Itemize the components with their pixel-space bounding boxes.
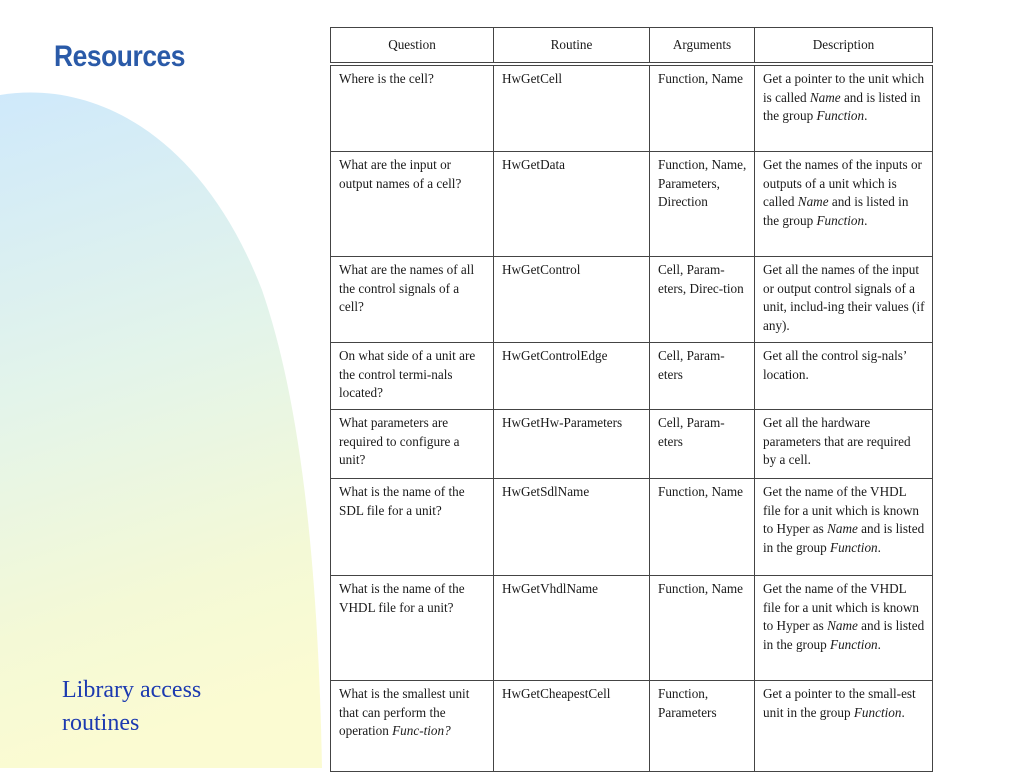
- cell-question: What are the names of all the control signals of a cell?: [331, 257, 494, 343]
- cell-routine: HwGetControlEdge: [494, 343, 650, 410]
- cell-routine: HwGetSdlName: [494, 479, 650, 576]
- table-row: [331, 576, 933, 681]
- table-row: [331, 64, 933, 152]
- cell-question: What is the smallest unit that can perform the operation Func-tion?: [331, 681, 494, 772]
- table-row: [331, 343, 933, 410]
- cell-routine: HwGetCheapestCell: [494, 681, 650, 772]
- cell-description: Get all the hardware parameters that are required by a cell.: [755, 410, 933, 479]
- cell-arguments: Cell, Param-eters: [650, 343, 755, 410]
- header-arguments: Arguments: [650, 28, 755, 65]
- cell-arguments: Cell, Param-eters, Direc-tion: [650, 257, 755, 343]
- cell-description: Get all the names of the input or output control signals of a unit, includ-ing their values (if any).: [755, 257, 933, 343]
- cell-description: Get the name of the VHDL file for a unit which is known to Hyper as Name and is listed in the group Function.: [755, 576, 933, 681]
- header-description: Description: [755, 28, 933, 65]
- cell-question: What is the name of the VHDL file for a unit?: [331, 576, 494, 681]
- cell-routine: HwGetVhdlName: [494, 576, 650, 681]
- slide-title: Resources: [54, 40, 186, 73]
- slide-caption: Library access routines: [62, 677, 202, 736]
- cell-question: What are the input or output names of a cell?: [331, 152, 494, 257]
- cell-question: On what side of a unit are the control termi-nals located?: [331, 343, 494, 410]
- cell-question: What is the name of the SDL file for a unit?: [331, 479, 494, 576]
- cell-routine: HwGetControl: [494, 257, 650, 343]
- cell-description: Get the names of the inputs or outputs of a unit which is called Name and is listed in the group Function.: [755, 152, 933, 257]
- header-question: Question: [331, 28, 494, 65]
- table-header-row: [331, 28, 933, 65]
- cell-arguments: Function, Name: [650, 64, 755, 152]
- cell-routine: HwGetHw-Parameters: [494, 410, 650, 479]
- cell-question: What parameters are required to configure a unit?: [331, 410, 494, 479]
- header-routine: Routine: [494, 28, 650, 65]
- cell-description: Get a pointer to the unit which is called Name and is listed in the group Function.: [755, 64, 933, 152]
- cell-arguments: Function, Parameters: [650, 681, 755, 772]
- table-row: [331, 410, 933, 479]
- cell-description: Get the name of the VHDL file for a unit which is known to Hyper as Name and is listed in the group Function.: [755, 479, 933, 576]
- cell-arguments: Function, Name, Parameters, Direction: [650, 152, 755, 257]
- cell-routine: HwGetData: [494, 152, 650, 257]
- cell-arguments: Function, Name: [650, 479, 755, 576]
- table-row: [331, 681, 933, 772]
- routines-table-container: [330, 27, 932, 772]
- table-row: [331, 152, 933, 257]
- table-row: [331, 257, 933, 343]
- cell-description: Get all the control sig-nals’ location.: [755, 343, 933, 410]
- table-row: [331, 479, 933, 576]
- cell-question: Where is the cell?: [331, 64, 494, 152]
- cell-arguments: Function, Name: [650, 576, 755, 681]
- cell-routine: HwGetCell: [494, 64, 650, 152]
- cell-description: Get a pointer to the small-est unit in the group Function.: [755, 681, 933, 772]
- cell-arguments: Cell, Param-eters: [650, 410, 755, 479]
- routines-table: [330, 27, 933, 772]
